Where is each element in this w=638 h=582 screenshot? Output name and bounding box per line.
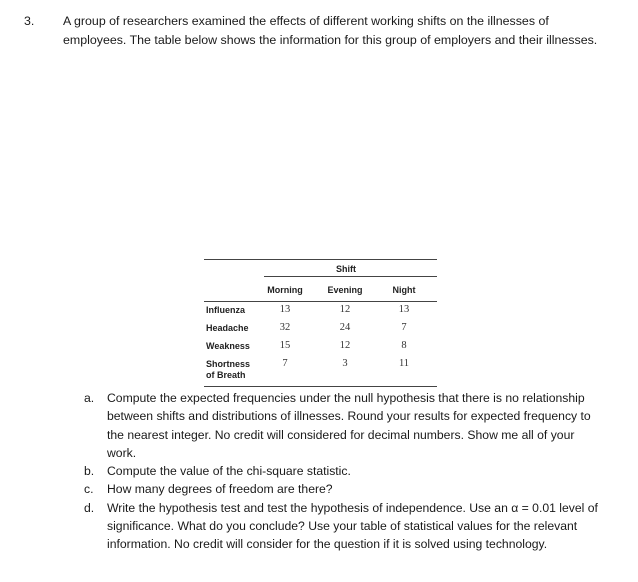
table-cell: 7 — [282, 358, 288, 369]
table-cell: 7 — [401, 322, 407, 333]
column-header-night: Night — [392, 285, 416, 295]
part-line: Compute the expected frequencies under the null hypothesis that there is no relationship — [107, 391, 585, 405]
part-b — [84, 462, 604, 480]
table-row — [204, 320, 437, 338]
part-text — [107, 499, 604, 554]
part-line: work. — [107, 445, 137, 460]
column-header-evening: Evening — [327, 285, 363, 295]
question-line-1 — [24, 12, 624, 31]
table-cell: 12 — [339, 340, 351, 351]
part-line: Write the hypothesis test and test the hypothesis of independence. Use an α = 0.01 level of — [107, 500, 598, 515]
part-a — [84, 389, 604, 462]
table-cell: 13 — [398, 304, 410, 315]
part-d — [84, 499, 604, 554]
row-label — [206, 359, 250, 381]
question-text-line-2: employees. The table below shows the information for this group of employers and their illnesses. — [63, 33, 598, 47]
row-label-line-1: Shortness — [206, 359, 251, 369]
part-line: information. No credit will consider for the question if it is solved using technology. — [107, 537, 548, 552]
table-cell: 8 — [401, 340, 407, 351]
table-group-header: Shift — [336, 264, 356, 274]
part-letter: a. — [84, 391, 95, 405]
table-row — [204, 302, 437, 320]
part-line: the nearest integer. No credit will considered for decimal numbers. Show me all of your — [107, 427, 575, 442]
part-text: How many degrees of freedom are there? — [107, 482, 333, 497]
table-bottom-rule — [204, 386, 437, 387]
table-cell: 15 — [279, 340, 291, 351]
table-cell: 3 — [342, 358, 348, 369]
table-cell: 11 — [398, 358, 410, 369]
part-letter: b. — [84, 464, 95, 479]
part-line: between shifts and distributions of illnesses. Round your results for expected frequency to — [107, 409, 591, 424]
table-cell: 24 — [339, 322, 351, 333]
question-text-line-1: A group of researchers examined the effects of different working shifts on the illnesses of — [63, 14, 549, 28]
part-letter: c. — [84, 482, 94, 497]
illness-shift-table — [204, 259, 437, 387]
row-label-line-2: of Breath — [206, 370, 246, 380]
question-block — [24, 12, 624, 50]
question-line-2 — [24, 31, 624, 50]
question-number: 3. — [24, 14, 35, 28]
part-line: significance. What do you conclude? Use your table of statistical values for the relevant — [107, 519, 578, 534]
part-c — [84, 480, 604, 498]
row-label: Influenza — [206, 305, 246, 315]
question-parts — [84, 389, 604, 554]
column-header-morning: Morning — [267, 285, 303, 295]
table-row — [204, 338, 437, 356]
row-label: Headache — [206, 323, 249, 333]
row-label: Weakness — [206, 341, 250, 351]
table-cell: 32 — [279, 322, 291, 333]
part-text — [107, 389, 604, 462]
part-text: Compute the value of the chi-square statistic. — [107, 464, 351, 479]
table-row — [204, 356, 437, 386]
table-cell: 13 — [279, 304, 291, 315]
part-letter: d. — [84, 500, 95, 515]
table-cell: 12 — [339, 304, 351, 315]
